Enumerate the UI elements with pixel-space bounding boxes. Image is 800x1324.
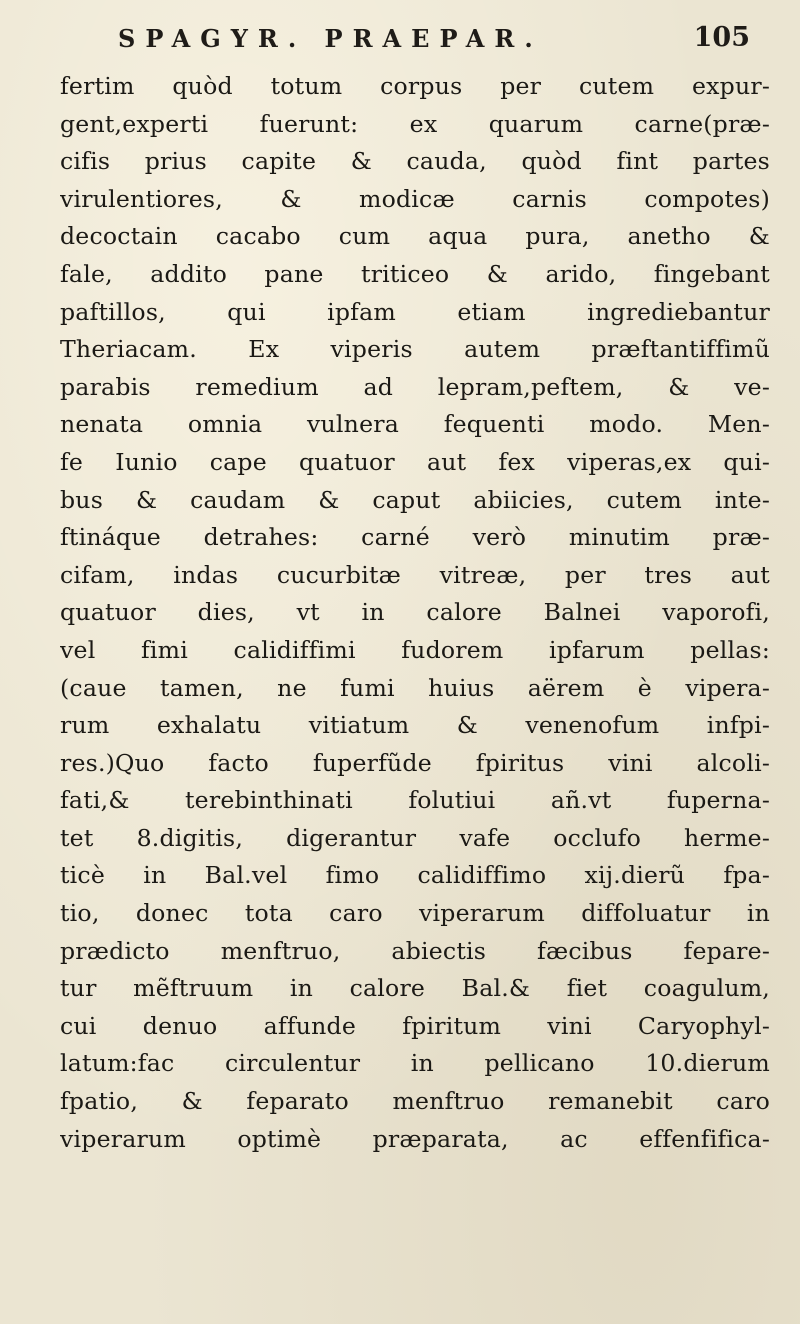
text-line: fati,& terebinthinati folutiui añ.vt fuperna- bbox=[60, 786, 770, 815]
text-line: prædicto menftruo, abiectis fæcibus fepare- bbox=[60, 936, 770, 965]
running-head: SPAGYR. PRAEPAR. bbox=[118, 24, 543, 53]
body-text bbox=[60, 68, 770, 1158]
text-line: tur mẽftruum in calore Bal.& fiet coagulum, bbox=[60, 974, 770, 1003]
text-line: cifam, indas cucurbitæ vitreæ, per tres aut bbox=[60, 560, 770, 589]
text-line: gent,experti fuerunt: ex quarum carne(præ- bbox=[60, 109, 770, 138]
text-line: bus & caudam & caput abiicies, cutem inte- bbox=[60, 485, 770, 514]
text-line: latum:fac circulentur in pellicano 10.dierum bbox=[60, 1049, 770, 1078]
text-line: tet 8.digitis, digerantur vafe occlufo herme- bbox=[60, 823, 770, 852]
text-line: virulentiores, & modicæ carnis compotes) bbox=[60, 184, 770, 213]
text-line: Theriacam. Ex viperis autem præftantiffimũ bbox=[60, 335, 770, 364]
text-line: decoctain cacabo cum aqua pura, anetho & bbox=[60, 222, 770, 251]
text-line: cifis prius capite & cauda, quòd fint partes bbox=[60, 147, 770, 176]
text-line: parabis remedium ad lepram,peftem, & ve- bbox=[60, 372, 770, 401]
page-header bbox=[118, 18, 750, 58]
text-line: cui denuo affunde fpiritum vini Caryophyl- bbox=[60, 1011, 770, 1040]
text-line: fe Iunio cape quatuor aut fex viperas,ex qui- bbox=[60, 447, 770, 476]
text-line: tio, donec tota caro viperarum diffoluatur in bbox=[60, 899, 770, 928]
text-line: paftillos, qui ipfam etiam ingrediebantur bbox=[60, 297, 770, 326]
text-line: fertim quòd totum corpus per cutem expur- bbox=[60, 72, 770, 100]
text-line: (caue tamen, ne fumi huius aërem è vipera- bbox=[60, 673, 770, 702]
text-line: ftináque detrahes: carné verò minutim præ- bbox=[60, 523, 770, 552]
page-number: 105 bbox=[693, 22, 750, 53]
text-line: quatuor dies, vt in calore Balnei vaporofi, bbox=[60, 598, 770, 627]
text-line: fpatio, & feparato menftruo remanebit caro bbox=[60, 1087, 770, 1116]
text-line: rum exhalatu vitiatum & venenofum infpi- bbox=[60, 711, 770, 740]
text-line: vel fimi calidiffimi fudorem ipfarum pellas: bbox=[60, 635, 770, 664]
text-line: ticè in Bal.vel fimo calidiffimo xij.dierũ fpa- bbox=[60, 861, 770, 890]
text-line: res.)Quo facto fuperfũde fpiritus vini alcoli- bbox=[60, 748, 770, 777]
text-line: nenata omnia vulnera fequenti modo. Men- bbox=[60, 410, 770, 439]
text-line: fale, addito pane triticeo & arido, fingebant bbox=[60, 259, 770, 288]
text-line: viperarum optimè præparata, ac effenfifica- bbox=[60, 1124, 770, 1153]
